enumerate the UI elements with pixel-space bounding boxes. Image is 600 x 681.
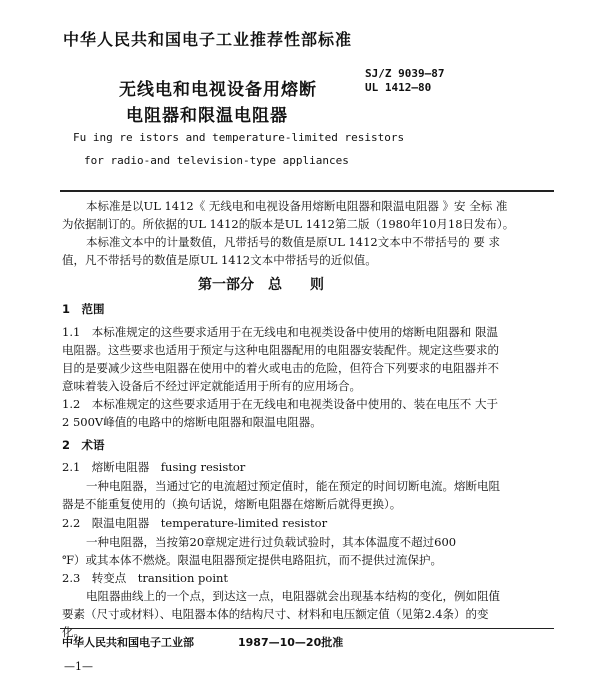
- paragraph-line: 意味着装入设备后不经过评定就能适用于所有的应用场合。: [62, 379, 361, 393]
- document-title-en-line2: for radio-and television-type appliances: [84, 154, 349, 167]
- section-heading: 2 术语: [62, 438, 105, 452]
- intro-line: 为依据制订的。所依据的UL 1412的版本是UL 1412第二版（1980年10月18日发布）。: [62, 217, 515, 231]
- paragraph-line: ℉）或其本体不燃烧。限温电阻器预定提供电路阻抗，而不提供过流保护。: [62, 553, 443, 567]
- intro-line: 本标准文本中的计量数值，凡带括号的数值是原UL 1412文本中不带括号的 要 求: [86, 235, 501, 249]
- paragraph-line: 器是不能重复使用的（换句话说，熔断电阻器在熔断后就得更换）。: [62, 497, 402, 511]
- intro-line: 值，凡不带括号的数值是原UL 1412文本中带括号的近似值。: [62, 253, 377, 267]
- term-label: 2.1 熔断电阻器 fusing resistor: [62, 460, 246, 474]
- intro-line: 本标准是以UL 1412《 无线电和电视设备用熔断电阻器和限温电阻器 》安 全标 准: [86, 199, 508, 213]
- header-divider: [60, 190, 554, 192]
- standard-code-sj: SJ/Z 9039—87: [365, 67, 445, 80]
- paragraph-line: 电阻器曲线上的一个点，到达这一点，电阻器就会出现基本结构的变化，例如阻值: [86, 589, 500, 603]
- footer-ministry: 中华人民共和国电子工业部: [62, 636, 194, 649]
- part-title: 第一部分 总 则: [198, 277, 324, 293]
- footer-approval-date: 1987—10—20批准: [238, 636, 344, 649]
- paragraph-line: 目的是要减少这些电阻器在使用中的着火或电击的危险，但符合下列要求的电阻器并不: [62, 361, 499, 375]
- paragraph-line: 2 500V峰值的电路中的熔断电阻器和限温电阻器。: [62, 415, 322, 429]
- paragraph-line: 1.1 本标准规定的这些要求适用于在无线电和电视类设备中使用的熔断电阻器和 限温: [62, 325, 498, 339]
- document-title-cn-line1: 无线电和电视设备用熔断: [119, 80, 317, 100]
- page-number: —1—: [64, 660, 93, 673]
- section-heading: 1 范围: [62, 302, 105, 316]
- paragraph-line: 化。: [62, 625, 85, 639]
- term-label: 2.2 限温电阻器 temperature-limited resistor: [62, 516, 328, 530]
- paragraph-line: 1.2 本标准规定的这些要求适用于在无线电和电视类设备中使用的、装在电压不 大于: [62, 397, 498, 411]
- paragraph-line: 一种电阻器，当按第20章规定进行过负载试验时，其本体温度不超过600: [86, 535, 457, 549]
- document-title-en-line1: Fu ing re istors and temperature-limited resistors: [73, 131, 405, 144]
- standard-code-ul: UL 1412—80: [365, 81, 432, 94]
- term-label: 2.3 转变点 transition point: [62, 571, 229, 585]
- paragraph-line: 一种电阻器，当通过它的电流超过预定值时，能在预定的时间切断电流。熔断电阻: [86, 479, 500, 493]
- issuing-authority-title: 中华人民共和国电子工业推荐性部标准: [63, 30, 353, 49]
- paragraph-line: 要素（尺寸或材料）、电阻器本体的结构尺寸、材料和电压额定值（见第2.4条）的变: [62, 607, 489, 621]
- footer-divider: [60, 628, 554, 629]
- paragraph-line: 电阻器。这些要求也适用于预定与这种电阻器配用的电阻器安装配件。规定这些要求的: [62, 343, 499, 357]
- document-title-cn-line2: 电阻器和限温电阻器: [126, 106, 288, 126]
